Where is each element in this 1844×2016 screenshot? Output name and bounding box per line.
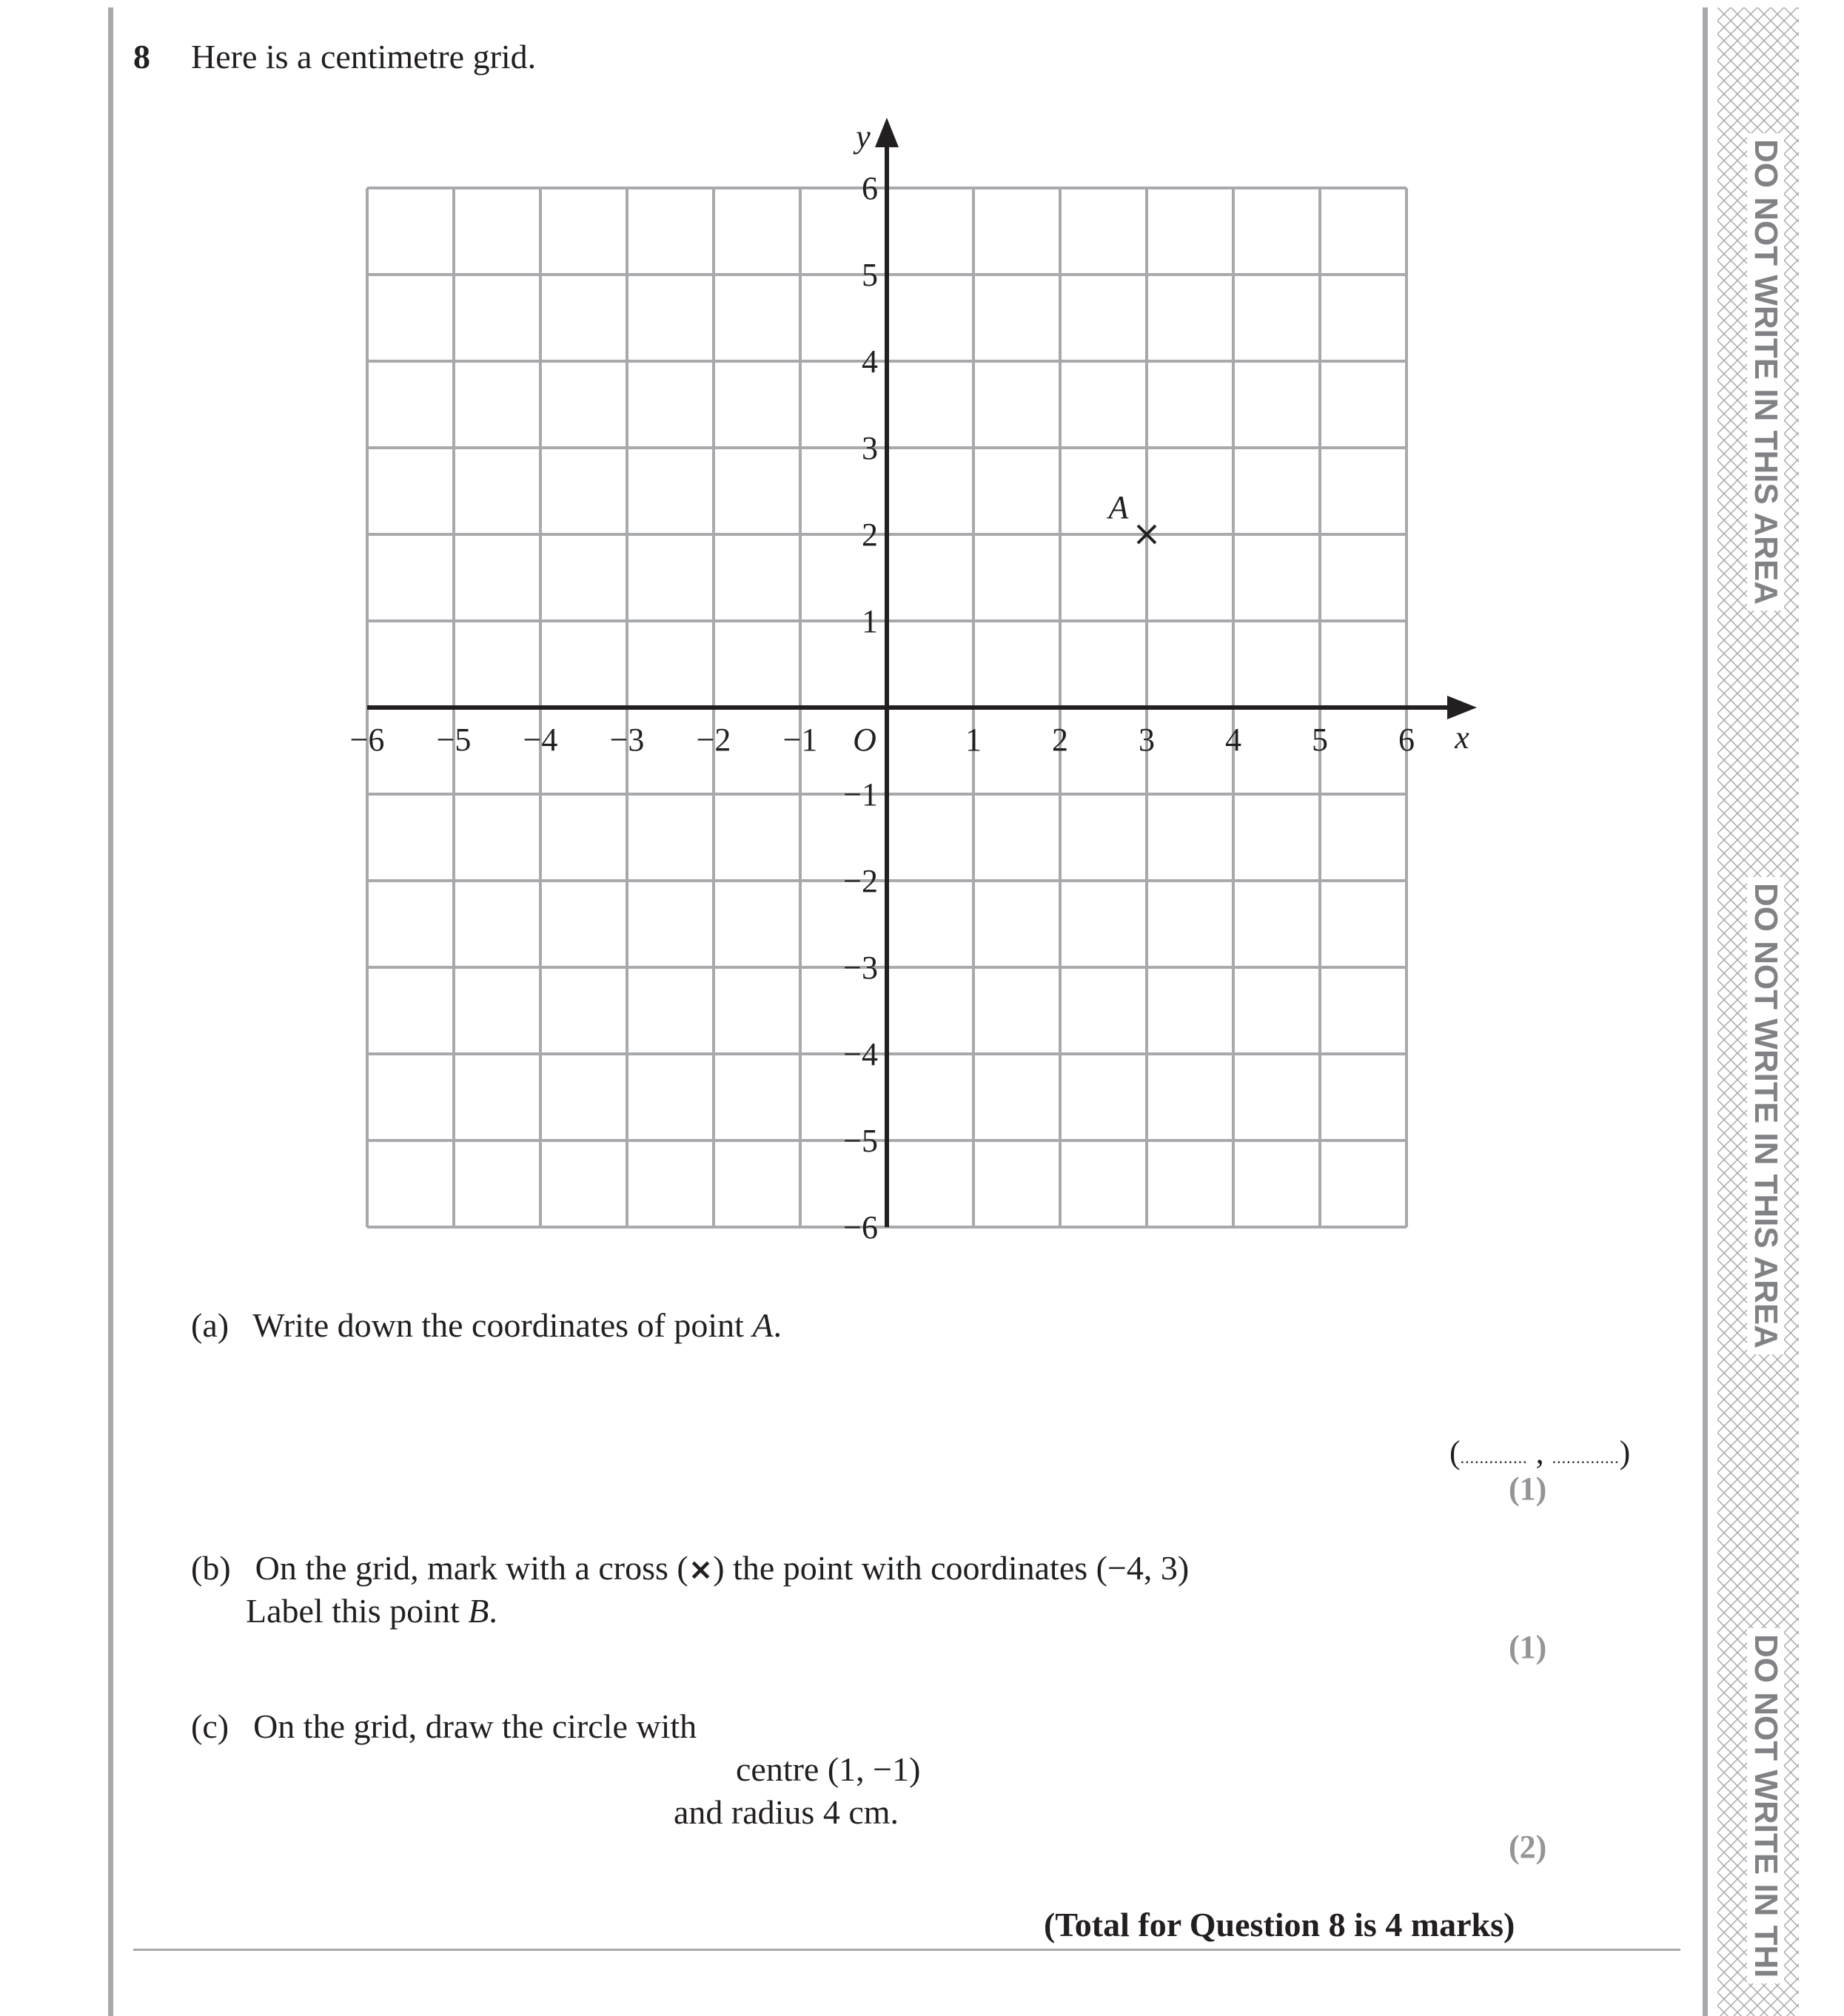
part-a-text-end: .	[773, 1306, 782, 1344]
y-tick-label: 1	[862, 603, 878, 639]
y-tick-label: −5	[843, 1123, 878, 1159]
y-tick-label: −1	[843, 776, 878, 813]
side-warning-2: DO NOT WRITE IN THIS AREA	[1747, 877, 1784, 1354]
part-b	[191, 1547, 1189, 1591]
x-tick-label: 1	[965, 722, 982, 758]
answer-x-dots[interactable]: ..............	[1460, 1448, 1528, 1467]
part-a-marks: (1)	[1509, 1471, 1547, 1507]
y-tick-label: 2	[862, 517, 878, 553]
part-b-label: (b)	[191, 1549, 231, 1587]
part-c	[191, 1705, 697, 1748]
tick-labels	[350, 118, 1470, 1246]
x-tick-label: −1	[782, 722, 818, 758]
side-warning-3: DO NOT WRITE IN THI	[1747, 1628, 1784, 1983]
part-b-line2	[246, 1590, 497, 1633]
x-tick-label: −5	[436, 722, 472, 758]
part-b-var: B	[468, 1592, 489, 1630]
x-tick-label: 6	[1398, 722, 1415, 758]
y-tick-label: −4	[843, 1036, 878, 1072]
part-a	[191, 1304, 782, 1347]
y-axis-label: y	[856, 118, 871, 155]
x-tick-label: −3	[609, 722, 645, 758]
y-tick-label: 5	[862, 257, 878, 293]
y-tick-label: 4	[862, 343, 878, 380]
part-c-line2: centre (1, −1)	[736, 1750, 921, 1788]
question-total: (Total for Question 8 is 4 marks)	[1044, 1906, 1515, 1943]
question-intro: Here is a centimetre grid.	[191, 38, 537, 75]
part-c-line3: and radius 4 cm.	[674, 1793, 899, 1831]
bottom-rule	[133, 1949, 1680, 1951]
x-tick-label: −4	[523, 722, 558, 758]
answer-open-paren: (	[1449, 1434, 1461, 1471]
part-b-line2-end: .	[489, 1592, 497, 1630]
y-tick-label: 3	[862, 430, 878, 466]
side-warning-1: DO NOT WRITE IN THIS AREA	[1747, 133, 1784, 611]
y-tick-label: −2	[843, 863, 878, 899]
part-c-line1: On the grid, draw the circle with	[253, 1707, 697, 1745]
x-axis-arrow	[1447, 696, 1477, 719]
x-tick-label: 2	[1052, 722, 1068, 758]
y-tick-label: 6	[862, 170, 878, 206]
question-number: 8	[133, 38, 150, 75]
part-b-text-2: ) the point with coordinates (−4, 3)	[713, 1549, 1190, 1587]
y-tick-label: −6	[843, 1209, 878, 1246]
y-tick-label: −3	[843, 950, 878, 986]
part-b-label-text: Label this point	[246, 1592, 469, 1630]
point-a-label: A	[1108, 489, 1129, 525]
x-tick-label: 3	[1139, 722, 1155, 758]
cross-symbol: ×	[688, 1553, 714, 1587]
x-tick-label: −6	[349, 722, 385, 758]
part-b-marks: (1)	[1509, 1629, 1547, 1665]
part-c-marks: (2)	[1509, 1829, 1547, 1865]
part-a-label: (a)	[191, 1306, 229, 1344]
origin-label: O	[853, 722, 876, 758]
part-a-text: Write down the coordinates of point	[252, 1306, 753, 1344]
answer-comma: ,	[1535, 1434, 1544, 1471]
answer-close-paren: )	[1619, 1434, 1631, 1471]
x-tick-label: 4	[1225, 722, 1241, 758]
part-a-var: A	[752, 1306, 774, 1344]
y-axis-arrow	[875, 118, 899, 147]
x-tick-label: −2	[696, 722, 731, 758]
axes	[367, 118, 1477, 1227]
x-tick-label: 5	[1312, 722, 1328, 758]
answer-y-dots[interactable]: ..............	[1552, 1448, 1620, 1467]
part-b-text: On the grid, mark with a cross (	[255, 1549, 688, 1587]
right-margin-line	[1703, 7, 1708, 2016]
x-axis-label: x	[1455, 719, 1469, 756]
part-c-label: (c)	[191, 1707, 229, 1745]
